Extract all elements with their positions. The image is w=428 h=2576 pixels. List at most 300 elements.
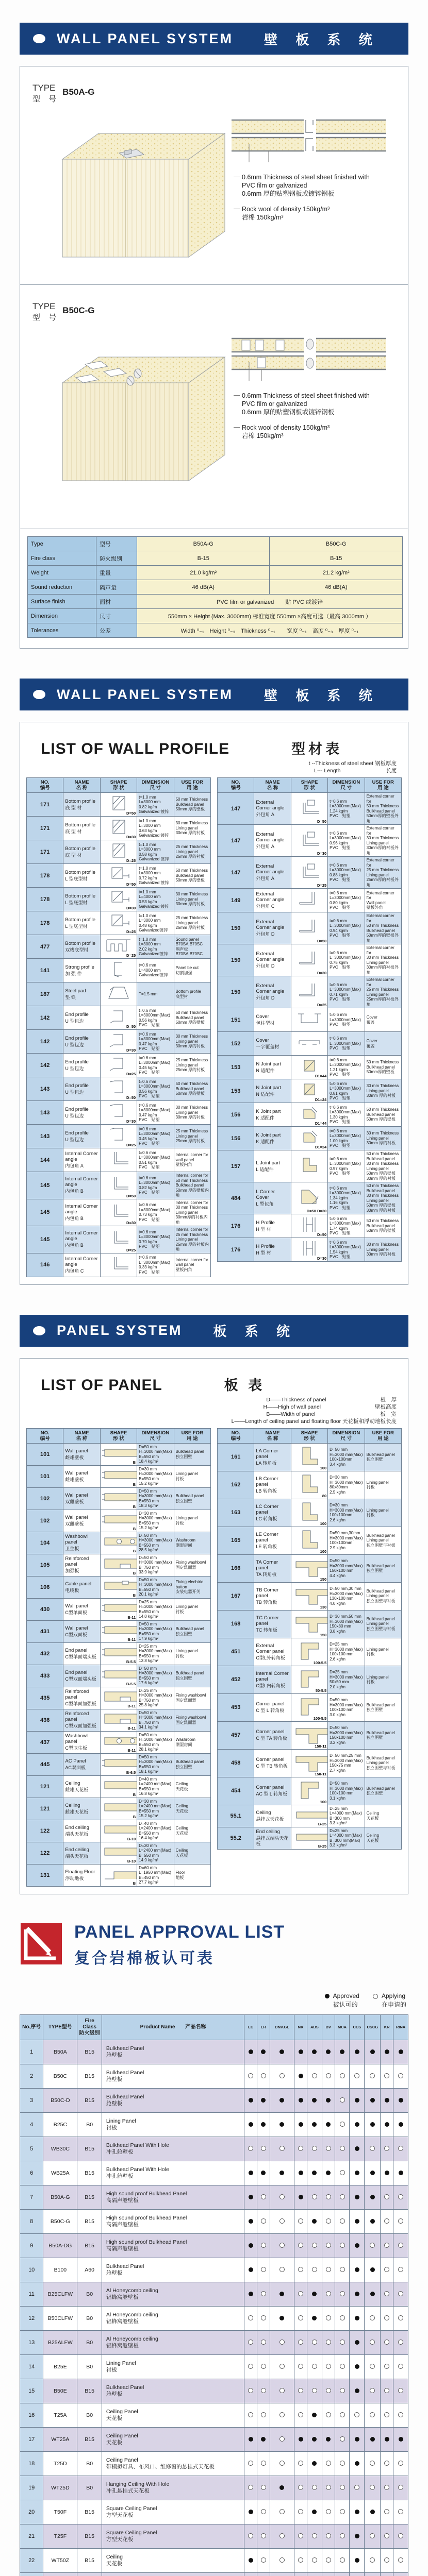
approved-dot	[355, 2388, 359, 2393]
approval-mark-cell	[393, 2137, 408, 2161]
approval-mark-cell	[335, 2282, 350, 2306]
col-class-society: USCG	[365, 2014, 381, 2040]
approval-mark-cell	[307, 2476, 322, 2500]
approval-mark-cell	[335, 2330, 350, 2354]
approval-mark-cell	[270, 2379, 294, 2403]
applying-dot	[326, 2340, 331, 2345]
row-no: 4	[20, 2112, 43, 2137]
list-row	[218, 1805, 402, 1827]
approval-mark-cell	[244, 2161, 257, 2185]
approval-row	[20, 2427, 408, 2451]
col-class-society: KR	[381, 2014, 393, 2040]
list-row	[218, 1527, 402, 1554]
spec-label-en: Sound reduction	[28, 580, 96, 595]
section-header-wall-panel-2	[20, 679, 408, 710]
profile-shape-icon	[295, 1215, 324, 1234]
approved-dot	[355, 2122, 359, 2127]
profile-shape-icon	[101, 1666, 137, 1683]
approval-mark-cell	[294, 2233, 307, 2258]
approval-mark-cell	[381, 2040, 393, 2064]
approval-mark-cell	[294, 2354, 307, 2379]
applying-dot	[298, 2412, 303, 2417]
row-no: 22	[20, 2548, 43, 2572]
row-usefor: Bottom profile 底型材	[174, 982, 210, 1006]
row-name: External Corner angle 外包角 C	[254, 889, 291, 912]
applying-dot	[340, 2485, 345, 2490]
approval-mark-cell	[257, 2282, 270, 2306]
approved-dot	[355, 2292, 359, 2296]
col-product-name: Product Name 产品名称	[102, 2014, 244, 2040]
spec-value: B50A-G	[137, 537, 270, 551]
approval-mark-cell	[322, 2064, 335, 2088]
approval-mark-cell	[335, 2258, 350, 2282]
row-type: B50A-DG	[43, 2233, 77, 2258]
row-no: 104	[27, 1532, 63, 1554]
approval-mark-cell	[294, 2476, 307, 2500]
profile-shape-icon	[295, 1080, 324, 1099]
row-usefor: 50 mm Thickness Bulkhead panel 50mm 厚的壁板	[174, 864, 210, 888]
applying-dot	[384, 2218, 389, 2224]
row-no: 13	[20, 2330, 43, 2354]
row-type: B50C	[43, 2064, 77, 2088]
approved-dot	[355, 2267, 359, 2272]
list-row	[27, 1465, 211, 1487]
row-type: B50C-D	[43, 2088, 77, 2112]
approval-mark-cell	[365, 2185, 381, 2209]
approval-row	[20, 2476, 408, 2500]
row-dimension: t=0.6 mm L=3000mm(Max) 0.33 kg/m PVC 贴塑	[137, 1253, 174, 1277]
list-row	[218, 1499, 402, 1527]
row-usefor: Lining panel 衬板	[365, 1499, 401, 1527]
row-shape: 150	[291, 1610, 327, 1638]
approval-mark-cell	[322, 2476, 335, 2500]
row-shape: 50-5.5	[291, 1666, 327, 1693]
approved-dot	[249, 2122, 253, 2127]
row-no: 8	[20, 2209, 43, 2233]
list-row	[27, 1620, 211, 1642]
applying-dot	[384, 2315, 389, 2320]
approval-mark-cell	[350, 2209, 365, 2233]
approval-mark-cell	[322, 2040, 335, 2064]
row-usefor: 30 mm Thickness Lining panel 30mm 厚的衬板	[174, 817, 210, 840]
approval-mark-cell	[307, 2524, 322, 2548]
spec-row	[28, 580, 403, 595]
approved-dot	[355, 2171, 359, 2175]
approval-mark-cell	[350, 2137, 365, 2161]
row-name: LA Corner panel LA 转角板	[254, 1443, 291, 1471]
wall-profile-box	[20, 722, 408, 1285]
row-name: Cover 一字覆盖材	[254, 1032, 291, 1056]
approval-mark-cell	[307, 2258, 322, 2282]
row-no: 168	[218, 1610, 254, 1638]
col-type: TYPE型号	[43, 2014, 77, 2040]
approval-mark-cell	[381, 2233, 393, 2258]
profile-shape-icon	[295, 862, 324, 880]
approval-row	[20, 2572, 408, 2576]
approval-mark-cell	[270, 2233, 294, 2258]
approved-dot	[299, 2171, 303, 2175]
approval-mark-cell	[365, 2330, 381, 2354]
approval-mark-cell	[350, 2233, 365, 2258]
row-no: 162	[218, 1471, 254, 1499]
profile-shape-icon	[291, 1556, 328, 1579]
applying-dot	[312, 2243, 317, 2248]
approved-dot	[326, 2122, 331, 2127]
approved-dot	[312, 2292, 317, 2296]
row-dimension: t=0.6 mm L=3000mm(Max) 0.81 kg/m PVC 贴塑	[328, 1079, 365, 1103]
row-dimension: D=25 mm H=3000 mm(Max) 100x100 mm 2.6 kg/m	[328, 1638, 365, 1666]
applying-dot	[279, 2436, 285, 2442]
applying-dot	[326, 2291, 331, 2296]
approval-mark-cell	[270, 2330, 294, 2354]
applying-dot	[326, 2073, 331, 2078]
applying-dot	[340, 2557, 345, 2563]
approved-dot	[399, 2098, 403, 2103]
row-dimension: D=50 mm H=3000 mm(Max) B=550 mm 18.1 kg/m²	[137, 1753, 174, 1775]
row-shape: B	[100, 1532, 137, 1554]
col-class-society: NK	[294, 2014, 307, 2040]
spec-value: Width ⁰₋₁ Height ⁰₋₃ Thickness ⁰₋₁ 宽度 ⁰₋₁ 高度 ⁰₋₃ 厚度 ⁰₋₁	[137, 623, 403, 638]
approved-dot	[249, 2049, 253, 2054]
approval-mark-cell	[322, 2548, 335, 2572]
approval-mark-cell	[322, 2427, 335, 2451]
panel-table-right	[217, 1428, 402, 1850]
list-header-row	[27, 778, 211, 793]
approval-mark-cell	[381, 2572, 393, 2576]
row-shape: B-25	[291, 1805, 327, 1827]
spec-label-en: Surface finish	[28, 595, 96, 609]
divider	[20, 284, 408, 285]
row-usefor: 50 mm Thickness Bulkhead panel 50mm 厚的壁板	[365, 1103, 401, 1127]
row-fire-class: B15	[77, 2500, 102, 2524]
row-usefor: Internal corner for wall panel 壁板内角	[174, 1253, 210, 1277]
approval-mark-cell	[335, 2476, 350, 2500]
list-row	[27, 1054, 211, 1077]
list-row	[218, 1721, 402, 1749]
approval-mark-cell	[393, 2233, 408, 2258]
spec-row	[28, 609, 403, 623]
profile-shape-icon	[101, 1777, 137, 1793]
list-row	[27, 1510, 211, 1532]
approval-mark-cell	[257, 2548, 270, 2572]
spec-label-zh: 防火级别	[96, 551, 137, 566]
list-row	[27, 1775, 211, 1798]
approved-dot	[355, 2558, 359, 2563]
row-usefor: Floor 地板	[174, 1864, 210, 1886]
column-header: SHAPE 形 状	[100, 778, 137, 793]
profile-shape-icon	[101, 1866, 137, 1882]
approval-mark-cell	[393, 2500, 408, 2524]
list-header-row	[218, 1428, 402, 1443]
approval-row	[20, 2403, 408, 2427]
spec-label-en: Tolerances	[28, 623, 96, 638]
approved-dot	[370, 2171, 375, 2175]
approval-mark-cell	[322, 2572, 335, 2576]
applying-dot	[312, 2388, 317, 2393]
row-name: Corner panel C 型 TA 转角板	[254, 1721, 291, 1749]
bullet-icon	[33, 690, 45, 699]
approval-mark-cell	[393, 2427, 408, 2451]
approval-mark-cell	[335, 2403, 350, 2427]
applying-dot	[279, 2194, 285, 2199]
approval-mark-cell	[294, 2161, 307, 2185]
row-shape: D=25	[291, 857, 327, 889]
annotation-steel-sheet: 0.6mm Thickness of steel sheet finished with PVC film or galvanized 0.6mm 厚的贴塑钢板或镀锌钢板	[242, 392, 399, 416]
row-shape: D=30	[100, 817, 137, 840]
applying-dot	[326, 2533, 331, 2538]
row-no: 1	[20, 2040, 43, 2064]
row-no: 437	[27, 1731, 63, 1753]
applying-dot	[326, 2461, 331, 2466]
approval-logo-icon	[20, 1922, 63, 1965]
row-no: 3	[20, 2088, 43, 2112]
row-fire-class: B15	[77, 2064, 102, 2088]
row-dimension: t=1.0 mm L=4000 mm 0.53 kg/m Galvanized 镀锌	[137, 888, 174, 911]
type-label	[32, 301, 95, 323]
row-no: 55.2	[218, 1827, 254, 1849]
row-usefor: Panel be cut 切割加强	[174, 959, 210, 982]
list-row	[27, 1487, 211, 1510]
profile-shape-icon	[104, 1007, 133, 1026]
row-no: 5	[20, 2137, 43, 2161]
list-header-row	[27, 1428, 211, 1443]
approval-mark-cell	[257, 2330, 270, 2354]
applying-dot	[354, 2412, 359, 2417]
applying-dot	[298, 2243, 303, 2248]
row-product-name: High sound proof Bulkhead Panel 高隔声舱壁板	[102, 2185, 244, 2209]
row-usefor: Bulkhead panel 独立围壁	[365, 1693, 401, 1721]
approved-dot	[312, 2122, 317, 2127]
approval-row	[20, 2064, 408, 2088]
applying-dot	[279, 2073, 285, 2078]
applying-dot	[279, 2412, 285, 2417]
row-dimension: D=25 mm H=3000 mm(Max) B=550 mm 14.0 kg/m²	[137, 1598, 174, 1620]
approval-mark-cell	[350, 2185, 365, 2209]
row-shape: B	[100, 1443, 137, 1465]
row-name: Bottom profile 双槽底型材	[63, 935, 100, 959]
profile-shape-icon	[101, 1467, 137, 1483]
row-shape: 150-11	[291, 1749, 327, 1777]
row-shape: 150	[291, 1554, 327, 1582]
row-no: 143	[27, 1101, 63, 1125]
profile-shape-icon	[104, 818, 133, 836]
row-no: 147	[218, 857, 254, 889]
list-row	[218, 912, 402, 944]
row-usefor: Lining panel 衬板	[174, 1465, 210, 1487]
applying-dot	[326, 2194, 331, 2199]
row-dimension: t=0.6 mm L=3000mm(Max) 0.70 kg/m PVC 贴塑	[137, 1226, 174, 1253]
approval-mark-cell	[350, 2548, 365, 2572]
row-no: 142	[27, 1054, 63, 1077]
row-usefor: Ceiling 天花板	[365, 1827, 401, 1849]
row-dimension: D=30 mm L=2400 mm(Max) B=550 mm 14.9 kg/m²	[137, 1842, 174, 1864]
approval-mark-cell	[244, 2282, 257, 2306]
approved-dot	[299, 2049, 303, 2054]
row-no: 171	[27, 793, 63, 817]
row-dimension: t=0.6 mm L=3000mm(Max) 1.30 kg/m PVC 贴塑	[328, 1103, 365, 1127]
approval-mark-cell	[307, 2282, 322, 2306]
applying-dot	[384, 2291, 389, 2296]
row-no: 435	[27, 1687, 63, 1709]
approval-mark-cell	[244, 2330, 257, 2354]
list-row	[218, 1150, 402, 1182]
row-fire-class: B15	[77, 2137, 102, 2161]
row-no: 10	[20, 2258, 43, 2282]
row-no: 171	[27, 817, 63, 840]
row-dimension: D=30 mm,50 mm H=3000 mm(Max) 150x80 mm 3.8 kg/m	[328, 1610, 365, 1638]
row-product-name: Hanging Ceiling With Hole 冲孔悬挂式天花板	[102, 2476, 244, 2500]
row-name: Reinforced panel 加强板	[63, 1554, 100, 1576]
row-no: 19	[20, 2476, 43, 2500]
approval-mark-cell	[270, 2161, 294, 2185]
row-no: 454	[218, 1777, 254, 1805]
profile-shape-icon	[295, 1009, 324, 1028]
row-name: End profile U 型包边	[63, 1125, 100, 1148]
approval-mark-cell	[365, 2282, 381, 2306]
approval-mark-cell	[381, 2185, 393, 2209]
row-shape: B-11	[100, 1598, 137, 1620]
applying-dot	[312, 2340, 317, 2345]
row-usefor: Bulkhead panel Lining panel 独立围壁与衬板	[365, 1527, 401, 1554]
approval-mark-cell	[294, 2379, 307, 2403]
approval-mark-cell	[365, 2088, 381, 2112]
row-no: 436	[27, 1709, 63, 1731]
list-row	[218, 1182, 402, 1214]
approval-mark-cell	[270, 2306, 294, 2330]
profile-shape-icon	[104, 1229, 133, 1247]
applying-dot	[370, 2557, 375, 2563]
list-row	[218, 1032, 402, 1056]
row-no: 153	[218, 1079, 254, 1103]
list-row	[27, 1576, 211, 1598]
cross-section-diagram	[228, 114, 393, 163]
approval-row	[20, 2451, 408, 2476]
row-shape: D=30	[100, 888, 137, 911]
approval-mark-cell	[294, 2209, 307, 2233]
approved-dot	[279, 2292, 284, 2296]
approval-mark-cell	[294, 2572, 307, 2576]
approval-mark-cell	[393, 2403, 408, 2427]
row-name: End ceiling 端头天花板	[63, 1842, 100, 1864]
approval-mark-cell	[294, 2403, 307, 2427]
row-no: 153	[218, 1056, 254, 1079]
approval-row	[20, 2209, 408, 2233]
applying-dot	[384, 2073, 389, 2078]
row-name: LC Corner panel LC 转角板	[254, 1499, 291, 1527]
approval-mark-cell	[244, 2064, 257, 2088]
approval-mark-cell	[307, 2379, 322, 2403]
list-row	[218, 1582, 402, 1610]
row-usefor: 25 mm Thickness Lining panel 25mm 厚的衬板	[174, 840, 210, 864]
approval-row	[20, 2233, 408, 2258]
list-row	[27, 817, 211, 840]
applying-dot	[279, 2243, 285, 2248]
profile-shape-icon	[291, 1806, 328, 1823]
row-no: 452	[218, 1666, 254, 1693]
row-name: Ceiling 雌雄天花板	[63, 1775, 100, 1798]
row-no: 102	[27, 1487, 63, 1510]
row-dimension: t=1.0 mm L=3000 mm 0.63 kg/m Galvanized 镀锌	[137, 817, 174, 840]
row-no: 431	[27, 1620, 63, 1642]
approval-mark-cell	[244, 2500, 257, 2524]
approval-mark-cell	[322, 2403, 335, 2427]
profile-shape-icon	[295, 981, 324, 1000]
applying-dot	[298, 2485, 303, 2490]
row-no: 178	[27, 911, 63, 935]
approval-row	[20, 2040, 408, 2064]
approved-dot	[385, 2122, 389, 2127]
approved-dot	[249, 2098, 253, 2103]
approval-mark-cell	[335, 2548, 350, 2572]
row-no: 142	[27, 1006, 63, 1030]
approval-mark-cell	[393, 2451, 408, 2476]
approved-dot	[355, 2146, 359, 2151]
approval-mark-cell	[322, 2137, 335, 2161]
approval-mark-cell	[322, 2524, 335, 2548]
applying-dot	[326, 2218, 331, 2224]
row-no: 145	[27, 1226, 63, 1253]
legend-applying-en: Applying	[382, 1992, 406, 2001]
row-dimension: t=0.6 mm L=3000mm(Max) 0.75 kg/m PVC 贴塑	[328, 944, 365, 976]
row-name: End panel C型双面端头板	[63, 1665, 100, 1687]
applying-dot	[326, 2485, 331, 2490]
approval-header-row	[20, 2014, 408, 2040]
row-name: H Profile H 型 材	[254, 1238, 291, 1262]
applying-dot	[279, 2509, 285, 2514]
approval-mark-cell	[322, 2330, 335, 2354]
profile-shape-icon	[295, 830, 324, 849]
approved-dot	[385, 2171, 389, 2175]
list-row	[27, 1148, 211, 1172]
list-row	[27, 1226, 211, 1253]
approval-mark-cell	[381, 2354, 393, 2379]
approval-mark-cell	[294, 2282, 307, 2306]
profile-shape-icon	[291, 1612, 328, 1634]
row-dimension: t=0.6 mm L=3000mm(Max) 0.51 kg/m PVC 贴塑	[137, 1148, 174, 1172]
row-usefor: Lining panel 衬板	[174, 1510, 210, 1532]
profile-shape-icon	[295, 1057, 324, 1075]
approved-dot	[370, 2510, 375, 2514]
row-fire-class: B0	[77, 2330, 102, 2354]
bullet-icon	[33, 1326, 45, 1335]
row-dimension: t=0.6 mm L=3000mm(Max) PVC 贴塑	[328, 1008, 365, 1032]
row-usefor: Lining panel 衬板	[174, 1598, 210, 1620]
row-dimension: t=0.6 mm L=3000mm(Max) PVC 贴塑	[328, 1032, 365, 1056]
row-shape: D=50	[291, 912, 327, 944]
list-row	[218, 793, 402, 825]
approval-mark-cell	[244, 2524, 257, 2548]
applying-dot	[298, 2509, 303, 2514]
applying-dot	[340, 2194, 345, 2199]
applying-dot	[370, 2315, 375, 2320]
approval-mark-cell	[393, 2064, 408, 2088]
approved-dot	[279, 2049, 284, 2054]
row-dimension: t=0.6 mm L=3000mm(Max) 0.73 kg/m PVC 贴塑	[137, 1199, 174, 1226]
applying-dot	[326, 2267, 331, 2272]
row-no	[20, 2572, 43, 2576]
row-no: 161	[218, 1443, 254, 1471]
approved-dot	[299, 2122, 303, 2127]
profile-shape-icon	[104, 794, 133, 812]
profile-shape-icon	[295, 1104, 324, 1123]
panel-list-box	[20, 1358, 408, 1894]
row-usefor: External corner for 30 mm Thickness Lining panel 30mm厚的衬板外角	[365, 944, 401, 976]
approval-mark-cell	[350, 2427, 365, 2451]
approved-dot	[261, 2098, 266, 2103]
approval-mark-cell	[322, 2185, 335, 2209]
row-type: WB25A	[43, 2161, 77, 2185]
row-fire-class: B15	[77, 2233, 102, 2258]
